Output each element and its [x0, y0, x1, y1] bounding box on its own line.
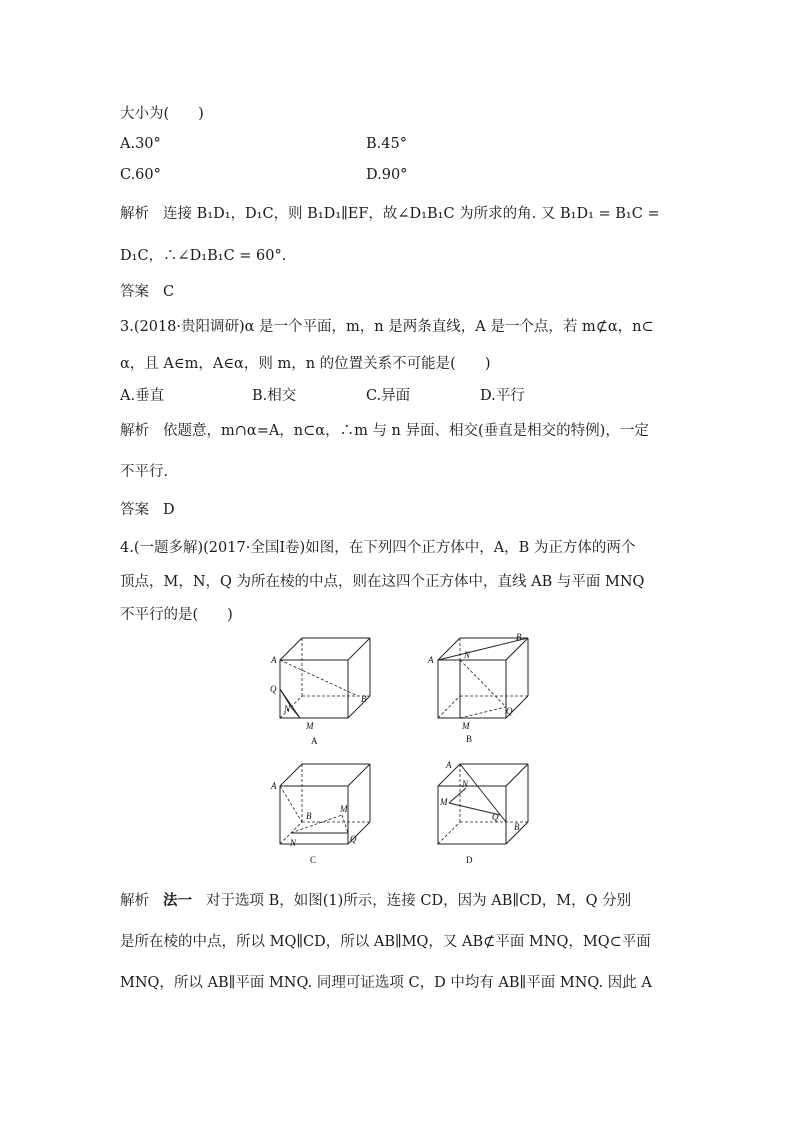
- q2-answer-value: C: [163, 284, 175, 300]
- fig-d-label-n: N: [462, 779, 469, 789]
- fig-a-label-m: M: [306, 721, 314, 731]
- q4-solution-text1: 对于选项 B，如图(1)所示，连接 CD，因为 AB∥CD，M，Q 分别: [206, 893, 632, 909]
- fig-d-label-m: M: [440, 797, 448, 807]
- fig-c-label-n: N: [290, 838, 297, 848]
- fig-b-caption: B: [466, 734, 473, 744]
- q2-solution-text1: 连接 B₁D₁，D₁C，则 B₁D₁∥EF，故∠D₁B₁C 为所求的角. 又 B₁D₁ = B₁C =: [163, 206, 660, 222]
- cube-figure-c: [268, 758, 378, 868]
- fig-d-label-a: A: [446, 760, 452, 770]
- q2-option-b: B.45°: [366, 136, 407, 152]
- q3-answer: [120, 498, 175, 519]
- fig-a-label-b: B: [361, 694, 367, 704]
- solution-label: 解析: [120, 206, 149, 222]
- q4-stem-line2: 顶点，M，N，Q 为所在棱的中点，则在这四个正方体中，直线 AB 与平面 MNQ: [120, 574, 645, 590]
- q3-option-d: D.平行: [480, 388, 525, 404]
- q2-solution-line2: D₁C，∴∠D₁B₁C = 60°.: [120, 248, 287, 264]
- fig-b-label-b: B: [516, 632, 522, 642]
- q4-stem-line3: 不平行的是( ): [120, 607, 233, 623]
- fig-c-label-b: B: [306, 811, 312, 821]
- fig-d-label-b: B: [514, 822, 520, 832]
- q2-solution-line1: [120, 202, 660, 223]
- q2-option-c: C.60°: [120, 167, 161, 183]
- q3-option-c: C.异面: [366, 388, 411, 404]
- cube-figure-b: [426, 630, 536, 745]
- solution-label: 解析: [120, 423, 149, 439]
- fig-d-caption: D: [466, 855, 473, 865]
- q4-stem-line1: 4.(一题多解)(2017·全国Ⅰ卷)如图，在下列四个正方体中，A，B 为正方体的两个: [120, 540, 636, 556]
- fig-b-label-n: N: [464, 650, 471, 660]
- answer-label: 答案: [120, 502, 149, 518]
- fig-c-label-m: M: [340, 804, 348, 814]
- fig-b-label-m: M: [462, 721, 470, 731]
- q4-solution-line1: [120, 889, 631, 910]
- q3-option-b: B.相交: [252, 388, 297, 404]
- fig-a-label-q: Q: [270, 684, 277, 694]
- solution-label: 解析: [120, 893, 149, 909]
- q3-stem-line2: α，且 A∈m，A∈α，则 m，n 的位置关系不可能是( ): [120, 356, 491, 372]
- q3-answer-value: D: [163, 502, 175, 518]
- fig-c-label-a: A: [271, 781, 277, 791]
- fig-b-label-q: Q: [506, 706, 513, 716]
- q4-solution-line3: MNQ，所以 AB∥平面 MNQ. 同理可证选项 C，D 中均有 AB∥平面 MNQ. 因此 A: [120, 975, 652, 991]
- q2-option-d: D.90°: [366, 167, 408, 183]
- q3-solution-line1: [120, 419, 649, 440]
- fig-b-label-a: A: [428, 655, 434, 665]
- fig-c-label-q: Q: [350, 834, 357, 844]
- method-label: 法一: [163, 893, 192, 909]
- fig-a-caption: A: [311, 736, 318, 746]
- q2-stem-tail: 大小为( ): [120, 106, 204, 122]
- q3-solution-text1: 依题意，m∩α=A，n⊂α，∴m 与 n 异面、相交(垂直是相交的特例)，一定: [163, 423, 649, 439]
- q3-solution-line2: 不平行.: [120, 464, 169, 480]
- q2-answer: [120, 280, 174, 301]
- fig-c-caption: C: [310, 855, 317, 865]
- fig-a-label-a: A: [271, 655, 277, 665]
- q3-option-a: A.垂直: [120, 388, 165, 404]
- q4-solution-line2: 是所在棱的中点，所以 MQ∥CD，所以 AB∥MQ，又 AB⊄平面 MNQ，MQ⊂平面: [120, 934, 651, 950]
- fig-a-label-n: N: [284, 704, 291, 714]
- q2-option-a: A.30°: [120, 136, 161, 152]
- answer-label: 答案: [120, 284, 149, 300]
- fig-d-label-q: Q: [492, 812, 499, 822]
- cube-figure-a: [268, 632, 378, 747]
- cube-figure-d: [426, 758, 536, 868]
- q3-stem-line1: 3.(2018·贵阳调研)α 是一个平面，m，n 是两条直线，A 是一个点，若 m⊄α，n⊂: [120, 319, 654, 335]
